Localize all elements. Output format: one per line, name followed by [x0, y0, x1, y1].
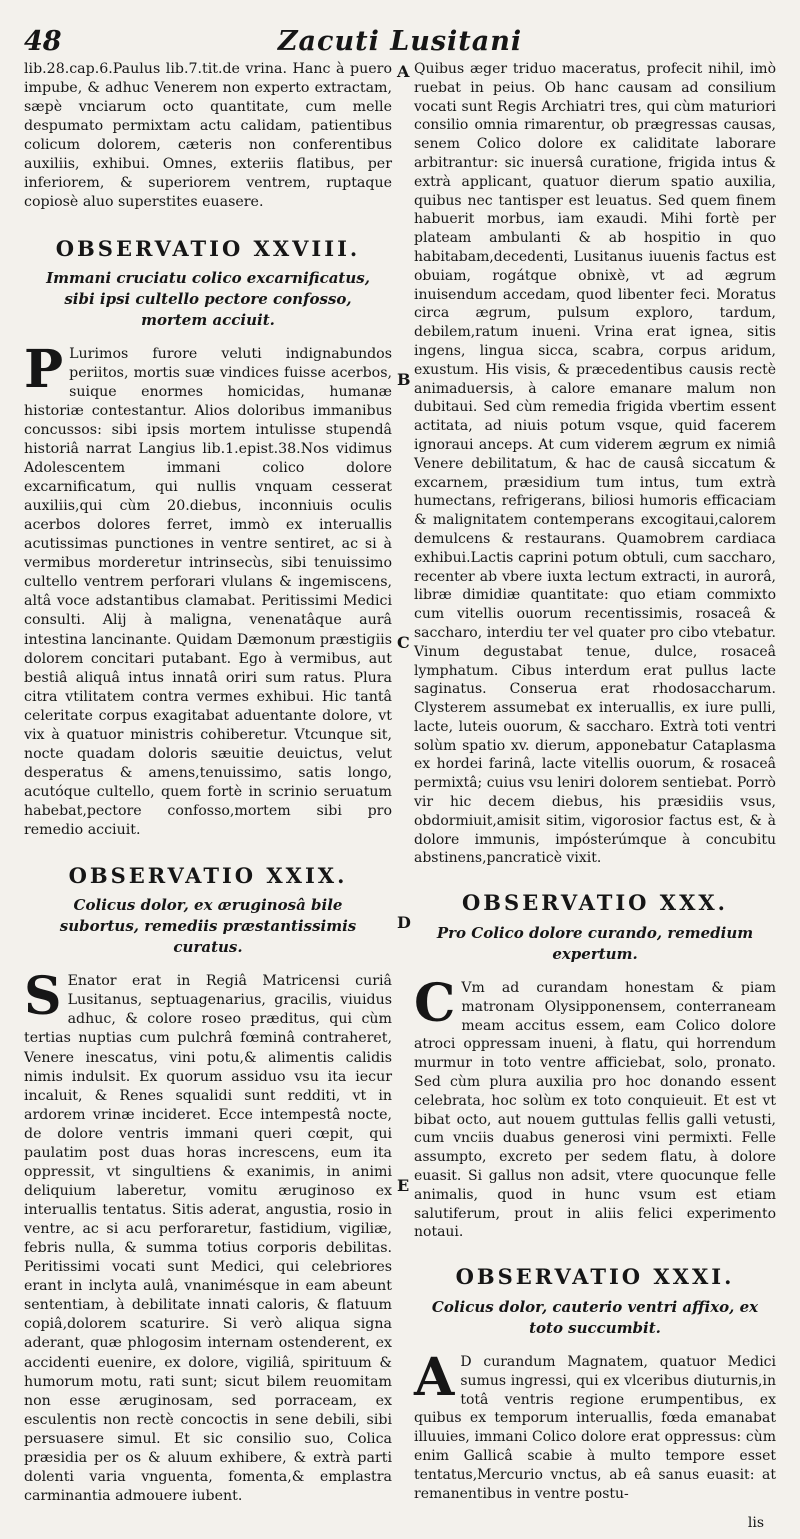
left-column: [24, 60, 392, 1506]
catchword: lis: [747, 1515, 764, 1531]
observation-31-heading: OBSERVATIO XXXI.: [455, 1264, 735, 1290]
page-header: [20, 26, 780, 62]
margin-letter-e: E: [397, 1176, 410, 1195]
right-column: [414, 60, 776, 1503]
observation-31-text: D curandum Magnatem, quatuor Medici sumus ingressi, qui ex vlceribus diuturnis,in totâ ventris regione erumpentibus, ex quibus ex temporum interuallis, fœda emanabat illuuies, immani Colico dolore erat oppressus: cùm enim Gallicâ scabie à multo tempore esset tentatus,Mercurio vnctus, ab eâ sanus euasit: at remanentibus in ventre postu-: [414, 1354, 776, 1502]
observation-30-text: Vm ad curandam honestam & piam matronam Olysipponensem, conterraneam meam accitus essem, eam Colico dolore atroci oppressam inueni, à flatu, qui horrendum murmur in toto ventre afficiebat, solo, pronato. Sed cùm plura auxilia pro hoc donando essent celebrata, hoc solùm ex toto conquieuit. Et est vt bibat octo, aut nouem guttulas fellis galli vetusti, cum vnciis duabus generosi vini permixti. Felle assumpto, excreto per sedem flatu, à dolore euasit. Si gallus non adsit, vtere quocunque felle animalis, quod in hunc vsum est etiam salutiferum, prout in aliis felici experimento notaui.: [414, 980, 776, 1241]
observation-31-body: [414, 1347, 776, 1503]
margin-letter-d: D: [397, 913, 411, 932]
observation-29-text: Enator erat in Regiâ Matricensi curiâ Lusitanus, septuagenarius, gracilis, viuidus adhuc, & colore roseo præditus, qui cùm tertias nuptias cum pulchrâ fœminâ contraheret, Venere inescatus, vini potu,& alimentis calidis nimis indulsit. Ex quorum assiduo vsu ita iecur incaluit, & Renes squalidi sunt redditi, vt in ardorem vrinæ incideret. Ecce intempestâ nocte, de dolore ventris immani queri cœpit, qui paulatim post duas horas increscens, eum ita oppressit, vt singultiens & exanimis, in animi deliquium laberetur, vomitu æruginoso ex interuallis tentatus. Sitis aderat, angustia, rosio in ventre, ac si acu perforaretur, fastidium, vigiliæ, febris nulla, & summa totius corporis debilitas. Peritissimi vocati sunt Medici, qui celebriores erant in inclyta aulâ, vnanimésque in eam abeunt sententiam, à debilitate innati caloris, & flatuum copiâ,dolorem scaturire. Si verò aliqua signa aderant, quæ phlogosim internam ostenderent, ex accidenti euenire, ex dolore, vigiliâ, spirituum & humorum motu, rati sunt; sicut bilem reuomitam non esse æruginosam, sed porraceam, ex esculentis non rectè concoctis in sene debili, sibi persuasere simul. Et sic consilio suo, Colica præsidia per os & aluum exhibere, & extrà parti dolenti varia vnguenta, fomenta,& emplastra carminantia admouere iubent.: [24, 973, 392, 1504]
drop-cap: C: [414, 973, 456, 1035]
margin-letter-c: C: [397, 633, 410, 652]
observation-28-heading: OBSERVATIO XXVIII.: [55, 235, 361, 261]
drop-cap: S: [24, 966, 62, 1028]
observation-28-subtitle: Immani cruciatu colico excarnificatus, sibi ipsi cultello pectore confosso, mortem acciuit.: [46, 268, 370, 329]
intro-paragraph: lib.28.cap.6.Paulus lib.7.tit.de vrina. Hanc à puero impube, & adhuc Venerem non experto extractam, sæpè vnciarum octo quantitate, cum melle despumato permixtam actu calidam, patientibus colicum dolorem, cæteris non conferentibus auxiliis, exhibui. Omnes, exteriis flatibus, per inferiorem, & superiorem ventrem, ruptaque copiosè aluo superstites euasere.: [24, 61, 392, 211]
drop-cap: A: [414, 1347, 455, 1409]
observation-30-subtitle: Pro Colico dolore curando, remedium expertum.: [436, 924, 754, 964]
margin-letter-b: B: [397, 370, 411, 389]
observation-29-subtitle: Colicus dolor, ex æruginosâ bile subortus, remediis præstantissimis curatus.: [59, 896, 357, 957]
continuation-paragraph: Quibus æger triduo maceratus, profecit nihil, imò ruebat in peius. Ob hanc causam ad consilium vocati sunt Regis Archiatri tres, qui cùm maturiori consilio omnia rimarentur, ob prægressas causas, senem Colico dolore ex caliditate laborare arbitrantur: sic inuersâ curatione, frigida intus & extrà applicant, quatuor dierum spatio auxilia, quibus nec tantisper est leuatus. Sed quem finem habuerit morbus, iam exaudi. Mihi fortè per plateam ambulanti & ab hospitio in quo habitabam,decedenti, Lusitanus iuuenis factus est obuiam, rogátque obnixè, vt ad ægrum inuisendum accedam, quod libenter feci. Moratus circa ægrum, pulsum exploro, tardum, debilem,ratum inueni. Vrina erat ignea, sitis ingens, lingua sicca, scabra, corpus aridum, exustum. His visis, & præcedentibus causis rectè animaduersis, à calore emanare malum non dubitaui. Sed cùm remedia frigida vbertim essent actitata, ad niuis potum vsque, quid facerem ignoraui anceps. At cum viderem ægrum ex nimiâ Venere debilitatum, & hac de causâ siccatum & excarnem, præsidium tum intus, tum extrà humectans, refrigerans, biliosi humoris efficaciam & malignitatem contemperans excogitaui,calorem demulcens & restaurans. Quamobrem cardiaca exhibui.Lactis caprini potum obtuli, cum saccharo, recenter ab vbere iuxta lectum extracti, in aurorâ, libræ dimidiæ quantitate: quo etiam commixto cum vitellis ouorum recentissimis, rosaceâ & saccharo, interdiu ter vel quater pro cibo vtebatur. Vinum degustabat tenue, dulce, rosaceâ lymphatum. Cibus interdum erat pullus lacte saginatus. Conserua erat rhodosaccharum. Clysterem assumebat ex interuallis, ex iure pulli, lacte, luteis ouorum, & saccharo. Extrà toti ventri solùm spatio xv. dierum, apponebatur Cataplasma ex hordei farinâ, lacte vitellis ouorum, & rosaceâ permixtâ; cuius vsu leniri dolorem sentiebat. Porrò vir hic decem diebus, his præsidiis vsus, obdormiuit,amisit sitim, vigorosior factus est, & à dolore immunis, impósterúmque à concubitu abstinens,pancraticè vixit.: [414, 61, 776, 867]
observation-29-body: [24, 966, 392, 1506]
drop-cap: P: [24, 338, 64, 400]
observation-28-text: Lurimos furore veluti indignabundos periitos, mortis suæ vindices fuisse acerbos, suique enormes homicidas, humanæ historiæ contestantur. Alios doloribus immanibus concussos: sibi ipsis mortem intulisse stupendâ historiâ narrat Langius lib.1.epist.38.Nos vidimus Adolescentem immani colico dolore excarnificatum, qui nullis vnquam cesserat auxiliis,qui cùm 20.diebus, inconniuis oculis acerbos dolores ferret, immò ex interuallis acutissimas punctiones in ventre sentiret, ac si à vermibus morderetur intrinsecùs, sibi tenuissimo cultello ventrem perforari vlulans & ingemiscens, altâ voce adstantibus clamabat. Peritissimi Medici consulti. Alij à maligna, venenatâque aurâ intestina lancinante. Quidam Dæmonum præstigiis dolorem concitari putabant. Ego à vermibus, aut bestiâ aliquâ intus innatâ oriri sum ratus. Plura citra vtilitatem contra vermes exhibui. Hic tantâ celeritate corpus exagitabat aduentante dolore, vt vix à quatuor ministris cohiberetur. Vtcunque sit, nocte quadam doloris sæuitie deuictus, velut desperatus & amens,tenuissimo, satis longo, acutóque cultello, quem fortè in scrinio seruatum habebat,pectore confosso,mortem sibi pro remedio acciuit.: [24, 345, 392, 839]
page-number: 48: [24, 26, 62, 57]
observation-31-subtitle: Colicus dolor, cauterio ventri affixo, ex toto succumbit.: [431, 1298, 759, 1338]
margin-letter-a: A: [397, 62, 410, 81]
observation-30-heading: OBSERVATIO XXX.: [462, 890, 728, 916]
observation-29-heading: OBSERVATIO XXIX.: [68, 863, 348, 889]
observation-30-body: [414, 973, 776, 1242]
running-title: Zacuti Lusitani: [277, 26, 523, 57]
observation-28-body: [24, 338, 392, 841]
